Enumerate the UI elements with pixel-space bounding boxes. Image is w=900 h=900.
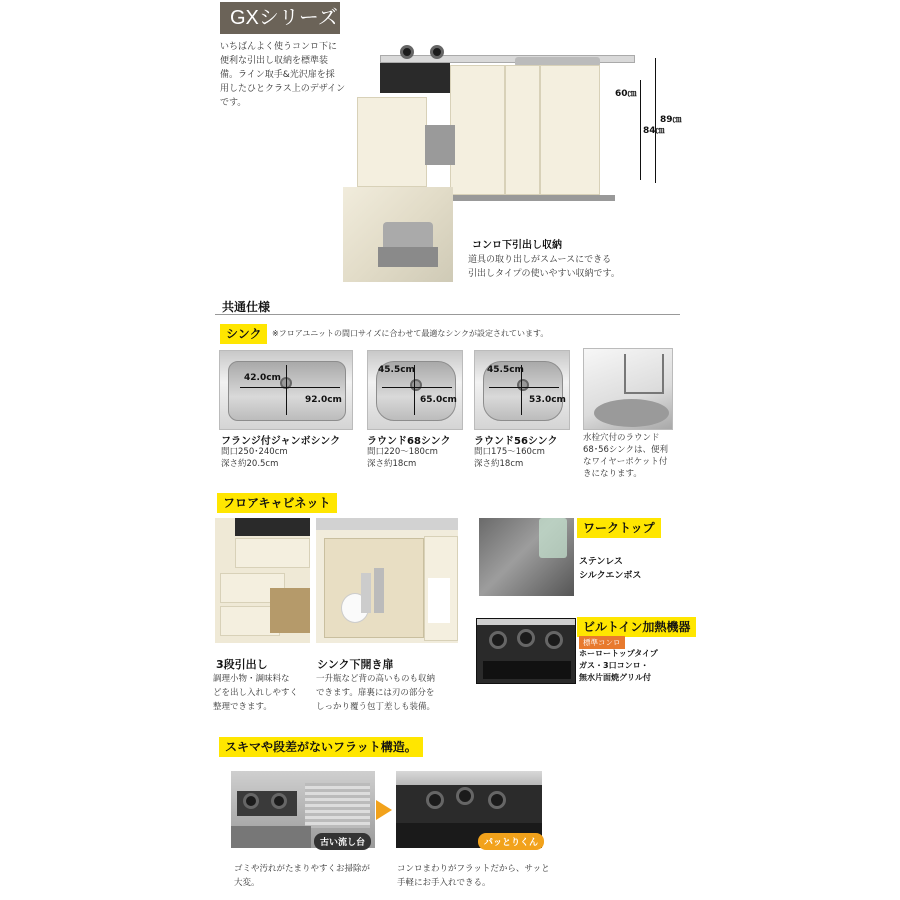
dim-height-counter: 84㎝: [643, 126, 665, 136]
sink-jumbo-spec: 間口250･240cm 深さ約20.5cm: [221, 447, 288, 469]
dim-depth: 60㎝: [615, 89, 637, 99]
wire-pocket-photo: [583, 348, 673, 430]
builtin-badge-label: 標準コンロ: [583, 638, 621, 647]
drawer-feature-text: 道具の取り出しがスムースにできる 引出しタイプの使いやすい収納です。: [468, 255, 620, 279]
sink-68-name: ラウンド68シンク: [367, 436, 451, 447]
sink-pocket-note: 水栓穴付のラウンド 68･56シンクは、便利 なワイヤーポケット付 きになります。: [583, 433, 669, 479]
sink-56-spec: 間口175〜160cm 深さ約18cm: [474, 447, 545, 469]
sink-photo-jumbo: [219, 350, 353, 430]
arrow-right-icon: [376, 800, 392, 820]
builtin-tag: ビルトイン加熱機器: [577, 617, 696, 637]
drawer-feature-heading: コンロ下引出し収納: [472, 240, 562, 251]
sink-photo-round56: [474, 350, 570, 430]
worktop-photo: [479, 518, 574, 596]
worktop-tag: ワークトップ: [577, 518, 661, 538]
sink-note: ※フロアユニットの間口サイズに合わせて最適なシンクが設定されています。: [272, 329, 549, 338]
drawer-storage-photo: [343, 187, 453, 282]
builtin-text: ホーロートップタイプ ガス・3口コンロ・ 無水片面焼グリル付: [579, 649, 658, 682]
sink-cabinet-photo: [316, 518, 458, 643]
old-sink-text: ゴミや汚れがたまりやすくお掃除が 大変。: [234, 864, 371, 888]
flat-structure-tag: スキマや段差がないフラット構造。: [219, 737, 423, 757]
sink-photo-round68: [367, 350, 463, 430]
sink-cabinet-text: 一升瓶など背の高いものも収納 できます。扉裏には刃の部分を しっかり覆う包丁差しも装備。: [316, 674, 436, 712]
old-sink-label-text: 古い流し台: [320, 838, 366, 848]
sink-jumbo-dim-b: 92.0cm: [305, 395, 342, 405]
builtin-stove-photo: [476, 618, 576, 684]
series-title-badge: [220, 2, 340, 34]
common-spec-heading: 共通仕様: [222, 300, 271, 314]
sink-tag: シンク: [220, 324, 267, 344]
series-description: いちばんよく使うコンロ下に 便利な引出し収納を標準装 備。ライン取手&光沢扉を採 用したひとクラス上のデザイン です。: [220, 42, 346, 108]
sink-68-dim-b: 65.0cm: [420, 395, 457, 405]
dim-height-total: 89㎝: [660, 115, 682, 125]
new-stove-text: コンロまわりがフラットだから、サッと 手軽にお手入れできる。: [397, 864, 550, 888]
sink-68-dim-a: 45.5cm: [378, 365, 415, 375]
sink-56-name: ラウンド56シンク: [474, 436, 558, 447]
floor-cabinet-tag: フロアキャビネット: [217, 493, 337, 513]
sink-jumbo-dim-a: 42.0cm: [244, 373, 281, 383]
three-drawer-text: 調理小物・調味料な どを出し入れしやすく 整理できます。: [213, 674, 299, 712]
new-stove-label: [478, 833, 544, 850]
sink-56-dim-a: 45.5cm: [487, 365, 524, 375]
new-stove-label-text: パッとりくん: [484, 838, 539, 848]
sink-68-spec: 間口220〜180cm 深さ約18cm: [367, 447, 438, 469]
three-drawer-photo: [215, 518, 310, 643]
sink-jumbo-name: フランジ付ジャンボシンク: [221, 436, 341, 447]
old-sink-label: [314, 833, 371, 850]
sink-cabinet-name: シンク下開き扉: [317, 658, 394, 671]
kitchen-unit-image: [355, 45, 655, 205]
three-drawer-name: 3段引出し: [216, 658, 268, 671]
series-title: GXシリーズ: [230, 7, 338, 29]
sink-56-dim-b: 53.0cm: [529, 395, 566, 405]
worktop-text: ステンレス シルクエンボス: [579, 557, 642, 581]
